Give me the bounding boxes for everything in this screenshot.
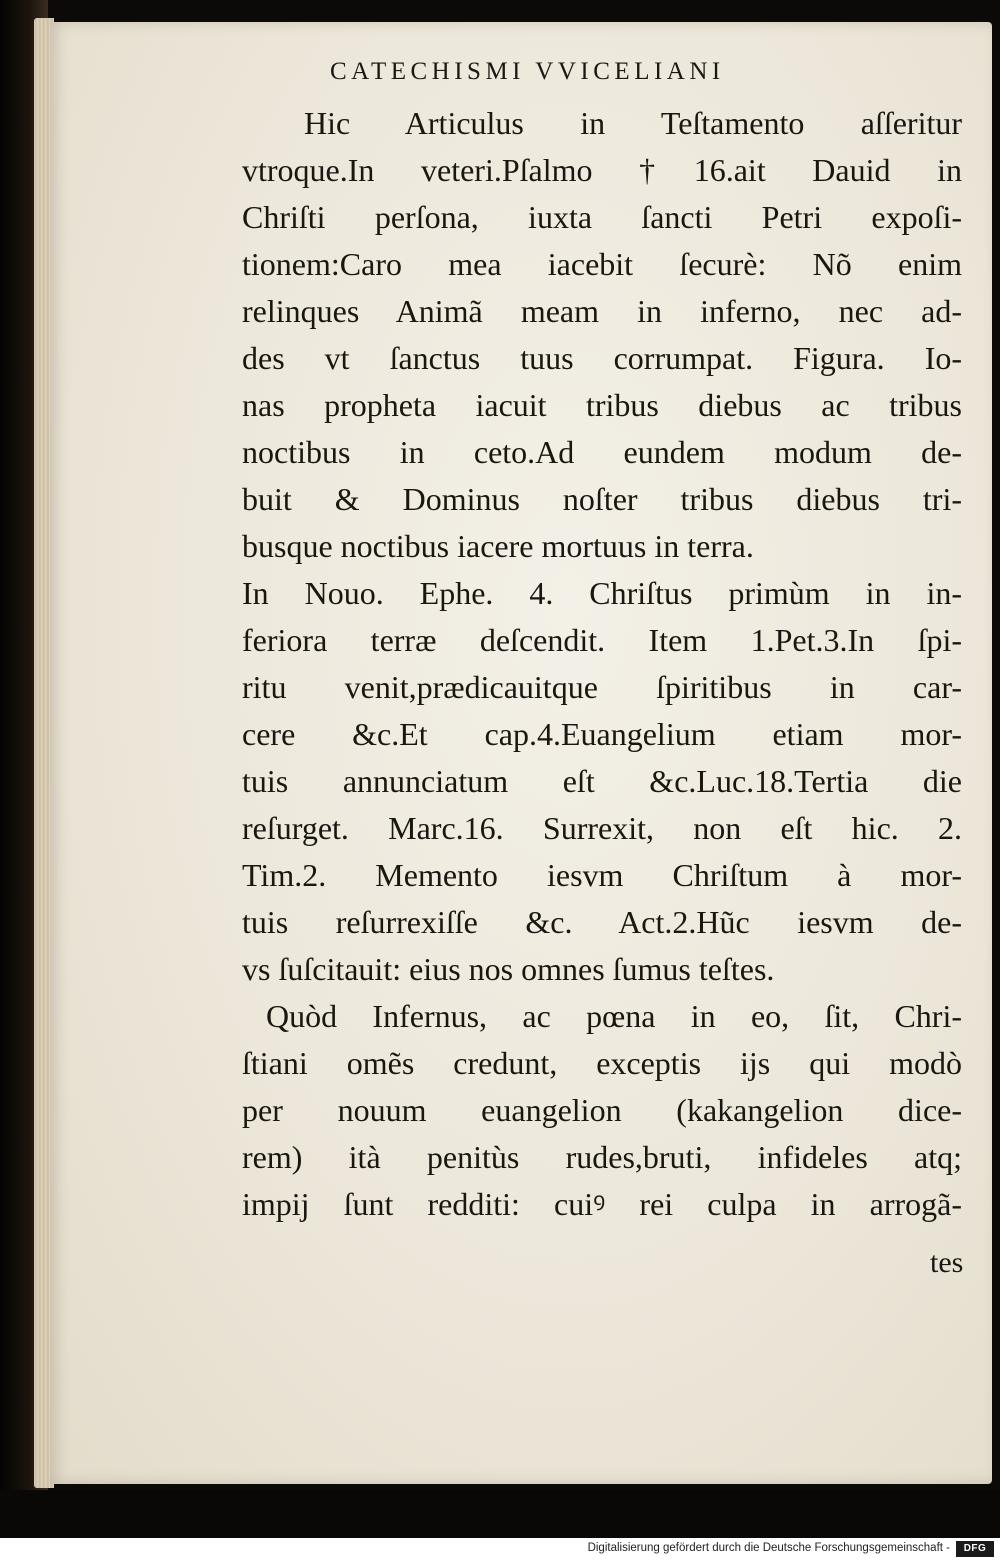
text-line: Quòd Infernus, ac pœna in eo, ſit, Chri- [266,998,962,1034]
text-line: nas propheta iacuit tribus diebus ac tribus [242,387,962,423]
text-line: tuis reſurrexiſſe &c. Act.2.Hũc iesvm de- [242,904,962,940]
text-line: ritu venit,prædicauitque ſpiritibus in car- [242,669,962,705]
dfg-logo: DFG [956,1541,994,1557]
catchword: tes [930,1246,964,1279]
text-line: impij ſunt redditi: cuiꝰ rei culpa in arrogã- [242,1186,962,1222]
digitization-footer [0,1538,1000,1561]
text-line: cere &c.Et cap.4.Euangelium etiam mor- [242,716,962,752]
text-line: Hic Articulus in Teſtamento aſſeritur [304,105,962,141]
text-line: vs ſuſcitauit: eius nos omnes ſumus teſtes. [242,951,775,987]
text-line: Chriſti perſona, iuxta ſancti Petri expoſi- [242,199,962,235]
body-text [242,100,962,1228]
text-line: vtroque.In veteri.Pſalmo †16.ait Dauid in [242,152,962,188]
text-line: relinques Animã meam in inferno, nec ad- [242,293,962,329]
scan-background [0,1490,1000,1538]
text-line: des vt ſanctus tuus corrumpat. Figura. Io- [242,340,962,376]
text-line: feriora terræ deſcendit. Item 1.Pet.3.In ſpi- [242,622,962,658]
text-line: per nouum euangelion (kakangelion dice- [242,1092,962,1128]
running-head: CATECHISMI VVICELIANI [330,58,725,85]
text-line: noctibus in ceto.Ad eundem modum de- [242,434,962,470]
text-line: tionem:Caro mea iacebit ſecurè: Nõ enim [242,246,962,282]
text-line: In Nouo. Ephe. 4. Chriſtus primùm in in- [242,575,962,611]
text-line: Tim.2. Memento iesvm Chriſtum à mor- [242,857,962,893]
text-line: tuis annunciatum eſt &c.Luc.18.Tertia die [242,763,962,799]
text-line: ſtiani omẽs credunt, exceptis ijs qui modò [242,1045,962,1081]
text-line: rem) ità penitùs rudes,bruti, infideles atq; [242,1139,962,1175]
text-line: reſurget. Marc.16. Surrexit, non eſt hic. 2. [242,810,962,846]
text-line: buit & Dominus noſter tribus diebus tri- [242,481,962,517]
text-line: busque noctibus iacere mortuus in terra. [242,528,754,564]
funding-credit: Digitalisierung gefördert durch die Deutsche Forschungsgemeinschaft - [587,1542,950,1554]
